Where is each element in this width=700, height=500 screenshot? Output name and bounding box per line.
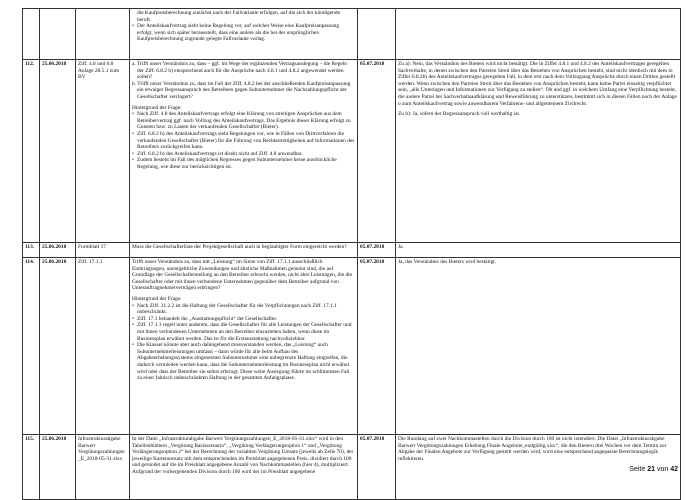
num-cell	[23, 9, 40, 60]
question-date: 25.06.2018	[40, 60, 76, 243]
table-row	[23, 243, 681, 258]
background-bullet: • Ziff. 17.1 behandelt die „Ausstattungspflicht“ der Gesellschafter.	[132, 316, 355, 323]
page-of-label: von	[656, 466, 669, 473]
reference: Ziff. 17.1.1	[76, 258, 130, 435]
answer-cell	[396, 60, 681, 243]
qa-table	[22, 8, 681, 500]
answer-date: 05.07.2018	[358, 435, 396, 500]
answer-date: 05.07.2018	[358, 258, 396, 435]
question-a: a. Trifft unser Verständnis zu, dass – ggf. im Wege der ergänzenden Vertragsauslegung – die Regeln der Ziff. 6.8.2 b) entsprechend auch für die Ansprüche nach 4.8.1 und 4.8.2 angewendet werden sollen?	[132, 61, 347, 81]
answer-text: Ja.	[396, 243, 681, 258]
question-text: In der Datei „Infrastrukturabgabe Barwert Vergütungszahlungen_E_2018-05-31.xlsx“ wird in den Tabellenblättern „Vergütung Basisszenario“, „Vergütung Verlängerungsoption 1“ und „Vergütung Verlängerungsoption 2“ bei der Berechnung der variablen Vergütung Umsatz (jeweils ab Zeile 70), der jeweilige Kartenumsatz mit dem entsprechenden im Preisblatt angegebenen Preis, dividiert durch 100 und gerundet auf die im Preisblatt angegebene Anzahl von Nachkommastellen (hier 4), multipliziert. Aufgrund der vorhergehenden Division durch 100 wird der im Preisblatt angegebene	[130, 435, 358, 500]
background-bullet: • Ziff. 17.1.1 regelt unter anderem, dass die Gesellschafter für alle Leistungen der Gesellschafter und mit ihnen verbundenen Unternehmen an den Betreiber einzustehen haben, wenn diese im Businessplan erwähnt werden. Das ist für die Erstausstattung nachvollziehbar.	[132, 322, 355, 342]
answer-cell	[396, 9, 681, 60]
question-text: die Kaufpreisberechnung zunächst nach der Fallvariante erfolgen, auf die sich der kündigende beruft.	[137, 10, 340, 23]
table-row	[23, 258, 681, 435]
question-cell	[130, 9, 358, 60]
reference: Infrastrukturabgabe Barwert Vergütungszahlungen_E_2018-05-31.xlsx	[76, 435, 130, 500]
reference: Formblatt 17	[76, 243, 130, 258]
answer-a: Zu a): Nein, das Verständnis des Bieters wird nicht bestätigt. Die in Ziffer 4.8.1 und 4.8.2 des Anteilskaufvertrages geregelten Sachverhalte, in denen zwischen den Parteien Streit über das Bestehen von Ansprüchen besteht, sind nicht identisch mit dem in Ziffer 6.8.2b) des Anteilskaufvertrages geregelten Fall, in dem erst nach dem Vollzugstag Ansprüche durch einen Dritten gestellt werden. Wenn zwischen den Parteien Streit über das Bestehen von Ansprüchen besteht, kann keine Partei einseitig verpflichtet sein, „alle Unterlagen und Informationen zur Verfügung zu stellen“. Ob und ggf. in welchem Umfang eine Verpflichtung besteht, die andere Partei bei Sachverhaltsaufklärung und Beweisführung zu unterstützen, bestimmt sich in diesen Fällen nach der Anlage o zum Anteilskaufvertrag sowie anwendbarem Verfahrens- und allgemeinem Zivilrecht.	[398, 61, 677, 107]
reference: Ziff. 4.8 und 6.8 Anlage 28.5.1 zum BV	[76, 60, 130, 243]
ref-cell	[76, 9, 130, 60]
table-row	[23, 435, 681, 500]
background-title: Hintergrund der Frage:	[132, 104, 182, 111]
row-number: 113.	[23, 243, 40, 258]
page-label: Seite	[629, 466, 646, 473]
table-row	[23, 60, 681, 243]
background-bullet: • Nach Ziff. 31.2.2 ist die Haftung der Gesellschafter für die Verpflichtungen nach Ziff. 17.1.1 unbeschränkt.	[132, 303, 355, 316]
question-cell	[130, 60, 358, 243]
question-text: Trifft unser Verständnis zu, dass mit „Leistung“ im Sinne von Ziff. 17.1.1 ausschließlich Einbringungen, unentgeltliche Zuwendungen und ähnliche Maßnahmen gemeint sind, die auf Grundlage der Gesellschafterstellung an den Betreiber erbracht werden, nicht aber Leistungen, die die Gesellschafter oder mit ihnen verbundene Unternehmen gegenüber dem Betreiber aufgrund von Unterauftragnehmerverträgen erbringen?	[132, 259, 353, 292]
row-number: 115.	[23, 435, 40, 500]
background-bullet: • Ziff. 6.8.2 b) des Anteilskaufvertrags sieht Regelungen vor, wie in Fällen von Drittverfahren die verkaufenden Gesellschafter (Bieter) für die Führung von Rechtsstreitigkeiten auf Informationen des Betreibers zurückgreifen kann.	[132, 131, 355, 151]
answer-text: Die Rundung auf zwei Nachkommastellen durch die Division durch 100 ist nicht intendiert. Die Datei „Infrastrukturabgabe Barwert Vergütungszahlungen Erhebung Finale Angebote_endgültig.xlsx“, die den Bietern drei Wochen vor dem Termin zur Abgabe der Finalen Angebote zur Verfügung gestellt werden wird, wird eine entsprechend angepasste Berechnungslogik reflektieren.	[396, 435, 681, 500]
page-footer	[629, 466, 678, 473]
answer-text: Ja, das Verständnis des Bieters wird bestätigt.	[396, 258, 681, 435]
background-bullet: • Nach Ziff. 4.8 des Anteilskaufvertrags erfolgt eine Klärung von streitigen Ansprüchen aus dem Betreibervertrag ggf. nach Vollzug des Anteilskaufvertrags. Das Ergebnis dieser Klärung erfolgt zu Gunsten bzw. zu Lasten der verkaufenden Gesellschafter (Bieter).	[132, 111, 355, 131]
table-row	[23, 9, 681, 60]
row-number: 114.	[23, 258, 40, 435]
background-bullet: • Die Klausel könnte aber auch dahingehend missverstanden werden, das „Leistung“ auch Subunternehmerleistungen umfasst – dann würde für alle beim Aufbau des Abgabeerhebungssystems eingesetzten Subunternehmer eine unbegrenzte Haftung eingreifen, die dadurch vermieden werden kann, dass die Subunternehmerleistung im Businessplan nicht erwähnt wird oder dass der Betreiber sie selbst erbringt. Diese weite Auslegung führte im schlimmsten Fall zu einer faktisch unbeschränkten Haftung in der gesamten Anfangsphase.	[132, 342, 355, 382]
date-cell	[40, 9, 76, 60]
question-date: 25.06.2018	[40, 258, 76, 435]
answer-date: 05.07.2018	[358, 243, 396, 258]
answer-date-cell	[358, 9, 396, 60]
question-date: 25.06.2018	[40, 435, 76, 500]
question-text: Muss die Gesellschafterliste der Projektgesellschaft auch in beglaubigter Form eingereicht werden?	[130, 243, 358, 258]
page-number: 21	[647, 466, 655, 473]
question-date: 25.06.2018	[40, 243, 76, 258]
row-number: 112.	[23, 60, 40, 243]
question-bullet: • Der Anteilskaufvertrag sieht keine Regelung vor, auf welcher Weise eine Kaufpreisanpassung erfolgt, wenn sich später herausstellt, dass eine andere als die bei der ursprünglichen Kaufpreisberechnung zugrunde gelegte Fallvariante vorlag.	[132, 23, 355, 43]
background-bullet: • Ziff. 6.8.2 b) des Anteilskaufvertrags ist direkt nicht auf Ziff. 4.8 anwendbar.	[132, 151, 355, 158]
background-title: Hintergrund der Frage:	[132, 295, 182, 302]
answer-date: 05.07.2018	[358, 60, 396, 243]
question-cell	[130, 258, 358, 435]
background-bullet: • Zudem besteht im Fall des möglichen Regresses gegen Subunternehmer keine ausdrückliche Regelung, wie diese zur berücksichtigen ist.	[132, 157, 355, 170]
page-total: 42	[670, 466, 678, 473]
question-b: b. Trifft unser Verständnis zu, dass im Fall der Ziff. 4.8.2 bei der anschließenden Kaufpreisanpassung ein etwaiger Regressanspruch des Betreibers gegen Subunternehmer die Nachzahlungspflicht der Gesellschafter verringert?	[132, 80, 351, 100]
answer-b: Zu b): Ja, sofern der Regressanspruch voll werthaltig ist.	[398, 111, 521, 118]
